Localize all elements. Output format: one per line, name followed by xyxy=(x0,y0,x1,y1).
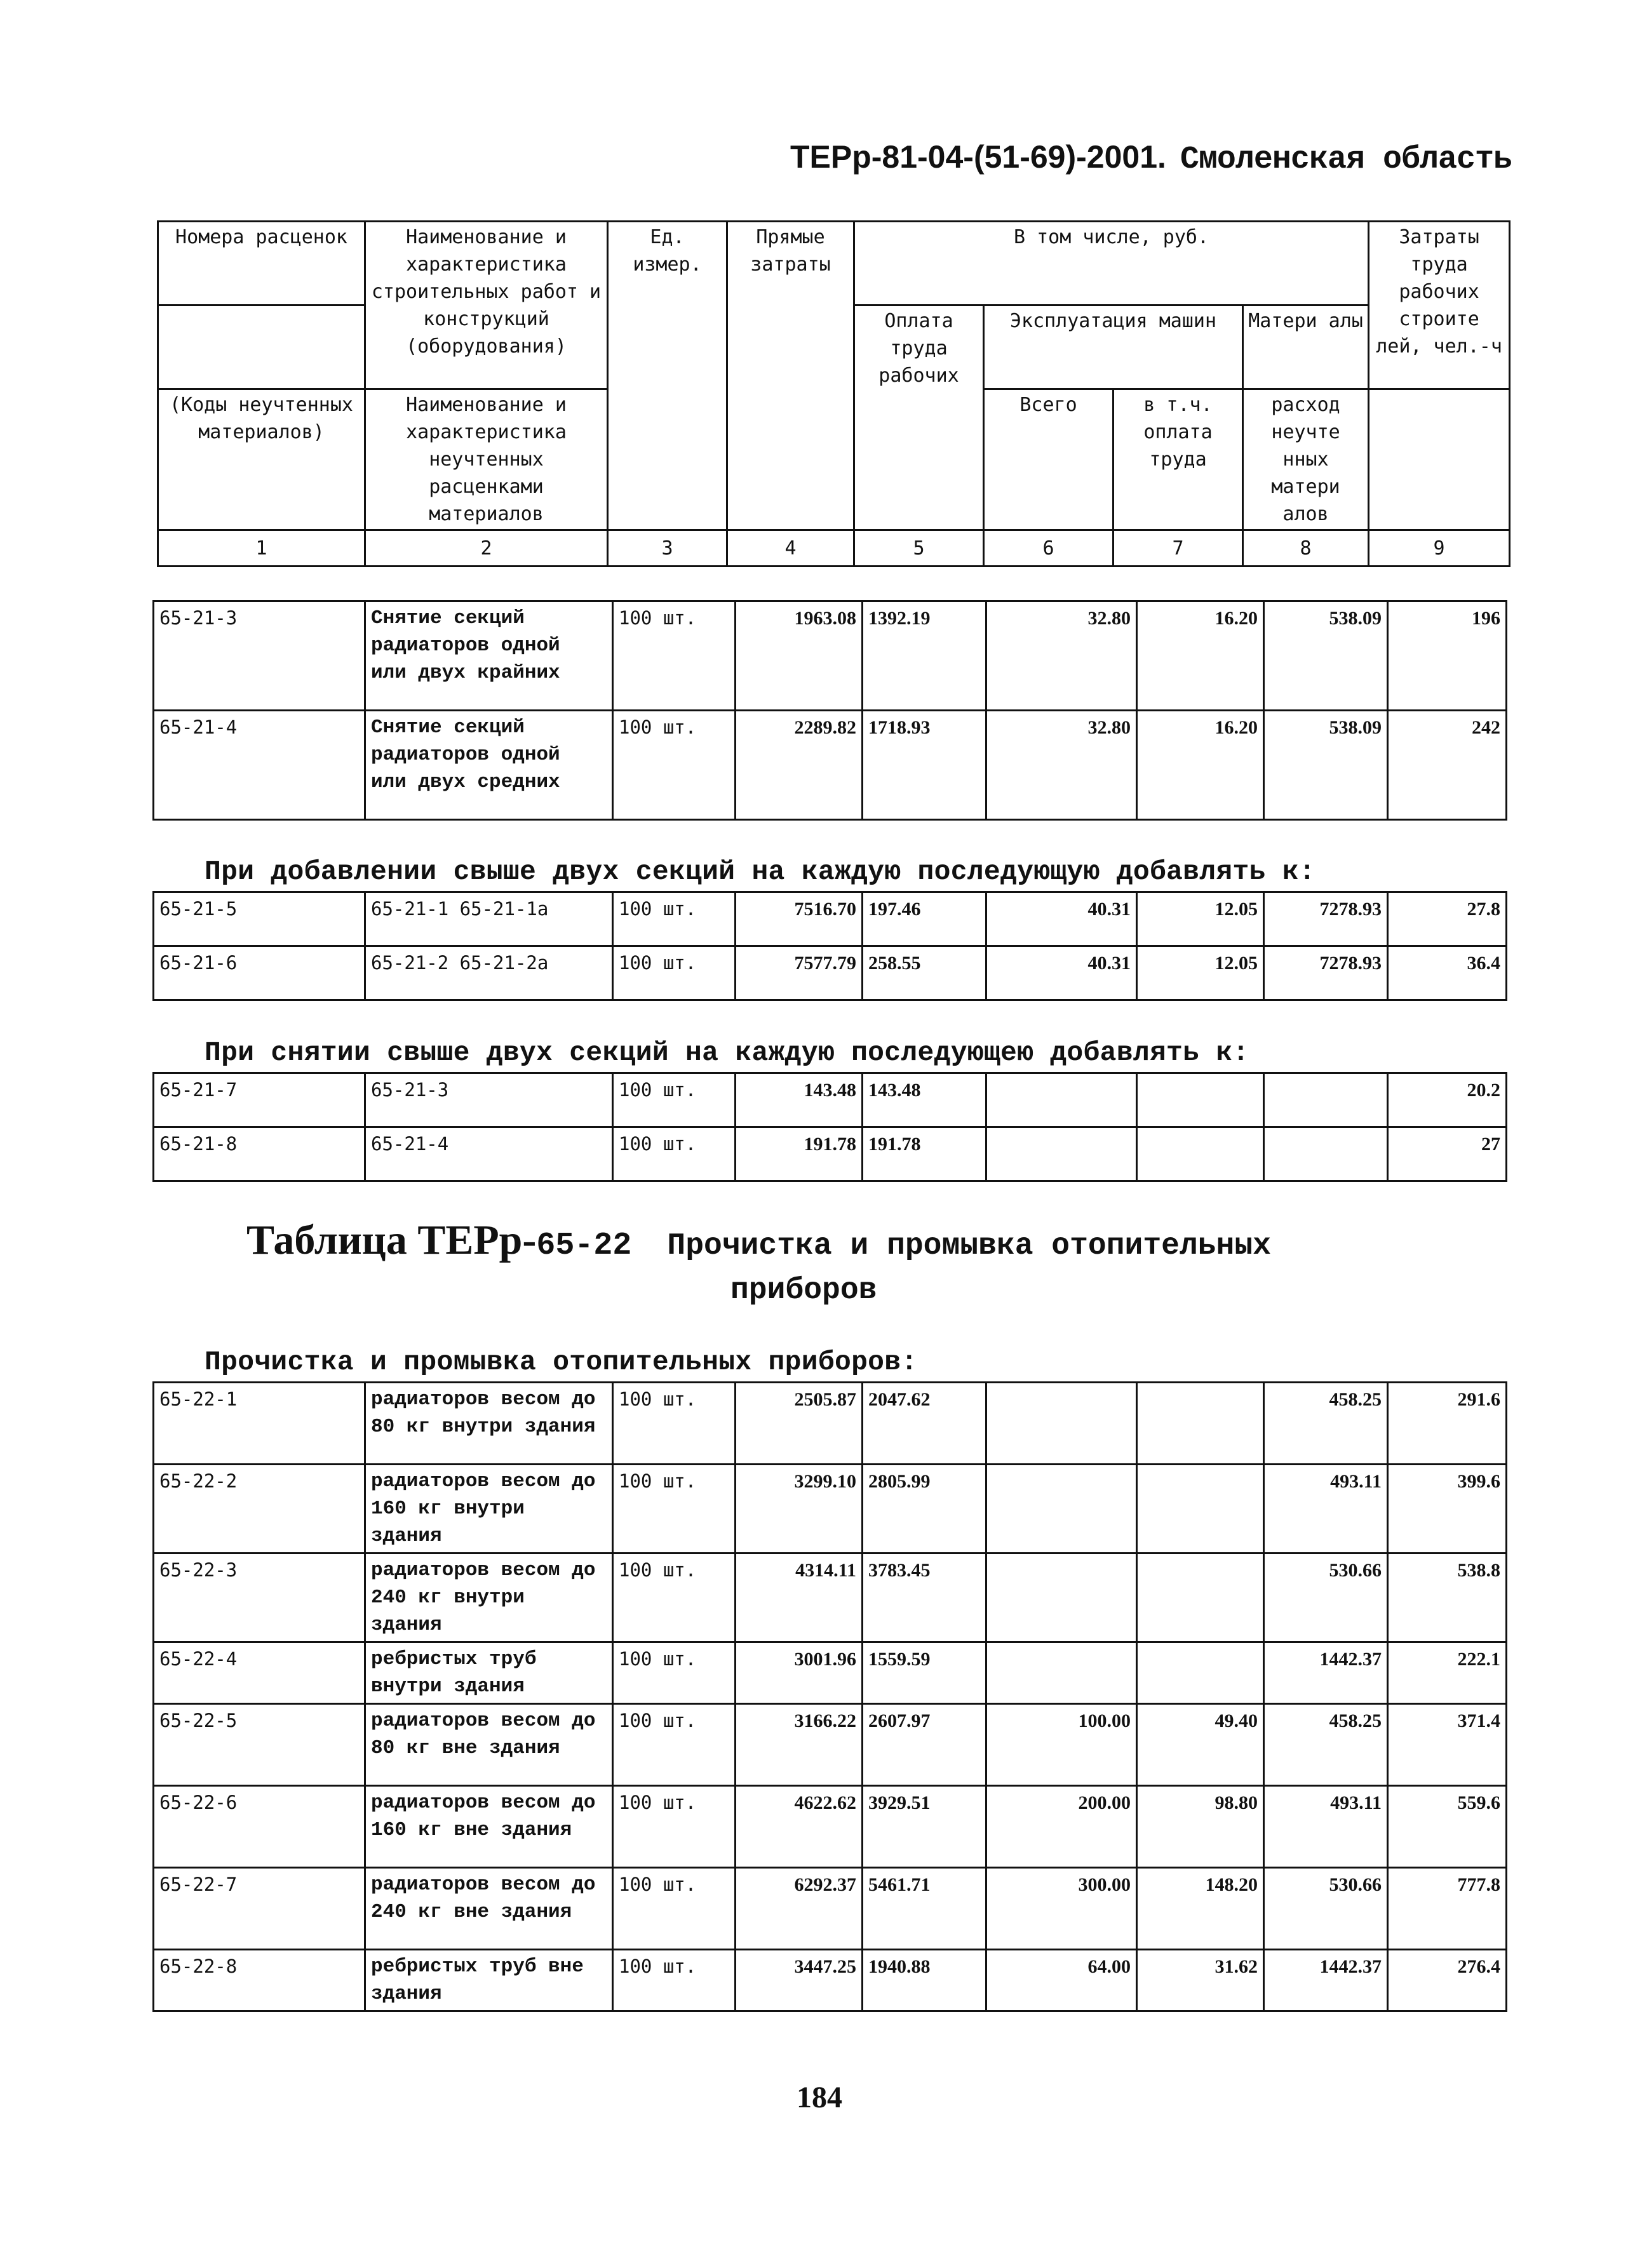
labor-hours: 291.6 xyxy=(1388,1383,1507,1465)
direct-costs: 191.78 xyxy=(736,1127,863,1181)
labor-pay: 3783.45 xyxy=(863,1553,986,1642)
col-header-codes: Номера расценок xyxy=(158,222,365,305)
machines-labor: 12.05 xyxy=(1137,946,1264,1000)
column-number: 1 xyxy=(158,530,365,567)
base-rate-refs: 65-21-1 65-21-1а xyxy=(365,892,613,946)
machines-total: 32.80 xyxy=(986,601,1137,711)
machines-labor: 49.40 xyxy=(1137,1704,1264,1786)
labor-hours: 777.8 xyxy=(1388,1868,1507,1950)
col-header-unaccounted-materials: расход неучте нных матери алов xyxy=(1243,389,1369,530)
rate-code: 65-22-7 xyxy=(154,1868,365,1950)
removal-rates-table xyxy=(152,600,1507,821)
table-row xyxy=(154,711,1507,820)
machines-labor xyxy=(1137,1383,1264,1465)
materials: 7278.93 xyxy=(1264,892,1388,946)
work-name: Снятие секций радиаторов одной или двух крайних xyxy=(365,601,613,711)
labor-pay: 1940.88 xyxy=(863,1950,986,2011)
table-row xyxy=(154,892,1507,946)
labor-hours: 399.6 xyxy=(1388,1465,1507,1553)
col-header-labor-pay: Оплата труда рабочих xyxy=(854,305,984,530)
unit: 100 шт. xyxy=(613,1127,736,1181)
rate-code: 65-21-5 xyxy=(154,892,365,946)
table-description: Прочистка и промывка отопительных xyxy=(667,1229,1271,1263)
rate-code: 65-21-3 xyxy=(154,601,365,711)
rate-code: 65-22-1 xyxy=(154,1383,365,1465)
unit: 100 шт. xyxy=(613,1704,736,1786)
machines-total: 100.00 xyxy=(986,1704,1137,1786)
work-name: радиаторов весом до 160 кг вне здания xyxy=(365,1786,613,1868)
unit: 100 шт. xyxy=(613,1383,736,1465)
col-header-material-codes: (Коды неучтенных материалов) xyxy=(158,389,365,530)
labor-hours: 36.4 xyxy=(1388,946,1507,1000)
machines-total xyxy=(986,1127,1137,1181)
work-name: радиаторов весом до 160 кг внутри здания xyxy=(365,1465,613,1553)
work-name: радиаторов весом до 240 кг вне здания xyxy=(365,1868,613,1950)
table-row xyxy=(154,1073,1507,1127)
table-row xyxy=(154,1786,1507,1868)
direct-costs: 3447.25 xyxy=(736,1950,863,2011)
labor-hours: 27.8 xyxy=(1388,892,1507,946)
add-sections-table xyxy=(152,891,1507,1001)
labor-hours: 196 xyxy=(1388,601,1507,711)
col-header-machines: Эксплуатация машин xyxy=(984,305,1243,389)
rate-code: 65-22-5 xyxy=(154,1704,365,1786)
machines-total: 200.00 xyxy=(986,1786,1137,1868)
rate-code: 65-21-8 xyxy=(154,1127,365,1181)
rate-code: 65-22-2 xyxy=(154,1465,365,1553)
table-label: Таблица ТЕРр- xyxy=(246,1217,537,1263)
col-header-machines-total: Всего xyxy=(984,389,1114,530)
materials: 493.11 xyxy=(1264,1786,1388,1868)
machines-total xyxy=(986,1642,1137,1704)
table-row xyxy=(154,1868,1507,1950)
work-name: Снятие секций радиаторов одной или двух средних xyxy=(365,711,613,820)
work-name: ребристых труб вне здания xyxy=(365,1950,613,2011)
rate-code: 65-21-7 xyxy=(154,1073,365,1127)
machines-total: 40.31 xyxy=(986,892,1137,946)
labor-pay: 197.46 xyxy=(863,892,986,946)
column-number: 9 xyxy=(1369,530,1510,567)
col-header-material-name: Наименование и характеристика неучтенных расценками материалов xyxy=(365,389,608,530)
labor-hours: 20.2 xyxy=(1388,1073,1507,1127)
direct-costs: 6292.37 xyxy=(736,1868,863,1950)
materials: 530.66 xyxy=(1264,1553,1388,1642)
materials: 1442.37 xyxy=(1264,1950,1388,2011)
labor-pay: 1718.93 xyxy=(863,711,986,820)
direct-costs: 1963.08 xyxy=(736,601,863,711)
base-rate-refs: 65-21-3 xyxy=(365,1073,613,1127)
labor-hours: 538.8 xyxy=(1388,1553,1507,1642)
labor-hours: 222.1 xyxy=(1388,1642,1507,1704)
column-header-table xyxy=(157,220,1511,567)
direct-costs: 4314.11 xyxy=(736,1553,863,1642)
direct-costs: 143.48 xyxy=(736,1073,863,1127)
machines-total: 32.80 xyxy=(986,711,1137,820)
labor-pay: 1392.19 xyxy=(863,601,986,711)
machines-labor: 12.05 xyxy=(1137,892,1264,946)
page-number: 184 xyxy=(797,2081,842,2114)
table-row xyxy=(154,1704,1507,1786)
col-header-materials: Матери алы xyxy=(1243,305,1369,389)
machines-total xyxy=(986,1383,1137,1465)
unit: 100 шт. xyxy=(613,1642,736,1704)
labor-pay: 2607.97 xyxy=(863,1704,986,1786)
direct-costs: 4622.62 xyxy=(736,1786,863,1868)
unit: 100 шт. xyxy=(613,1553,736,1642)
unit: 100 шт. xyxy=(613,1465,736,1553)
work-name: радиаторов весом до 80 кг внутри здания xyxy=(365,1383,613,1465)
labor-pay: 5461.71 xyxy=(863,1868,986,1950)
table-title xyxy=(246,1216,1517,1265)
table-row xyxy=(154,1465,1507,1553)
rate-code: 65-22-6 xyxy=(154,1786,365,1868)
section-note-cleaning: Прочистка и промывка отопительных приборов: xyxy=(205,1346,918,1378)
labor-hours: 242 xyxy=(1388,711,1507,820)
machines-total: 40.31 xyxy=(986,946,1137,1000)
col-header-codes-spacer xyxy=(158,305,365,389)
base-rate-refs: 65-21-2 65-21-2а xyxy=(365,946,613,1000)
table-row xyxy=(154,601,1507,711)
column-number: 4 xyxy=(727,530,854,567)
unit: 100 шт. xyxy=(613,711,736,820)
materials: 493.11 xyxy=(1264,1465,1388,1553)
rate-code: 65-21-6 xyxy=(154,946,365,1000)
col-header-labor-hours: Затраты труда рабочих строите лей, чел.-ч xyxy=(1369,222,1510,389)
region-name: Смоленская область xyxy=(1180,142,1512,178)
labor-pay: 3929.51 xyxy=(863,1786,986,1868)
materials: 538.09 xyxy=(1264,601,1388,711)
rate-code: 65-22-3 xyxy=(154,1553,365,1642)
work-name: радиаторов весом до 80 кг вне здания xyxy=(365,1704,613,1786)
labor-pay: 258.55 xyxy=(863,946,986,1000)
col-header-unit: Ед. измер. xyxy=(608,222,727,530)
column-number: 7 xyxy=(1114,530,1243,567)
unit: 100 шт. xyxy=(613,1786,736,1868)
direct-costs: 2289.82 xyxy=(736,711,863,820)
col-header-direct-costs: Прямые затраты xyxy=(727,222,854,530)
labor-hours: 276.4 xyxy=(1388,1950,1507,2011)
unit: 100 шт. xyxy=(613,946,736,1000)
materials: 1442.37 xyxy=(1264,1642,1388,1704)
unit: 100 шт. xyxy=(613,1950,736,2011)
col-header-work-name: Наименование и характеристика строительных работ и конструкций (оборудования) xyxy=(365,222,608,389)
machines-labor: 148.20 xyxy=(1137,1868,1264,1950)
col-header-labor-hours-spacer xyxy=(1369,389,1510,530)
direct-costs: 3166.22 xyxy=(736,1704,863,1786)
table-row xyxy=(154,1642,1507,1704)
materials: 7278.93 xyxy=(1264,946,1388,1000)
machines-total: 64.00 xyxy=(986,1950,1137,2011)
machines-total xyxy=(986,1465,1137,1553)
machines-labor xyxy=(1137,1553,1264,1642)
work-name: ребристых труб внутри здания xyxy=(365,1642,613,1704)
document-code: ТЕРр-81-04-(51-69)-2001. xyxy=(790,139,1166,175)
work-name: радиаторов весом до 240 кг внутри здания xyxy=(365,1553,613,1642)
table-row xyxy=(154,1553,1507,1642)
labor-hours: 559.6 xyxy=(1388,1786,1507,1868)
machines-labor: 16.20 xyxy=(1137,711,1264,820)
machines-labor: 98.80 xyxy=(1137,1786,1264,1868)
rate-code: 65-21-4 xyxy=(154,711,365,820)
direct-costs: 3299.10 xyxy=(736,1465,863,1553)
section-note-add: При добавлении свыше двух секций на каждую последующую добавлять к: xyxy=(205,856,1315,887)
labor-hours: 371.4 xyxy=(1388,1704,1507,1786)
rate-code: 65-22-8 xyxy=(154,1950,365,2011)
machines-labor xyxy=(1137,1465,1264,1553)
col-header-machines-labor: в т.ч. оплата труда xyxy=(1114,389,1243,530)
machines-labor xyxy=(1137,1127,1264,1181)
machines-labor xyxy=(1137,1073,1264,1127)
labor-pay: 1559.59 xyxy=(863,1642,986,1704)
section-note-remove-more: При снятии свыше двух секций на каждую последующею добавлять к: xyxy=(205,1037,1249,1068)
labor-pay: 191.78 xyxy=(863,1127,986,1181)
labor-pay: 2805.99 xyxy=(863,1465,986,1553)
table-row xyxy=(154,946,1507,1000)
column-number: 2 xyxy=(365,530,608,567)
column-number: 5 xyxy=(854,530,984,567)
machines-total xyxy=(986,1073,1137,1127)
labor-pay: 143.48 xyxy=(863,1073,986,1127)
machines-labor xyxy=(1137,1642,1264,1704)
materials xyxy=(1264,1073,1388,1127)
machines-total: 300.00 xyxy=(986,1868,1137,1950)
table-row xyxy=(154,1127,1507,1181)
table-row xyxy=(154,1950,1507,2011)
direct-costs: 3001.96 xyxy=(736,1642,863,1704)
col-header-including: В том числе, руб. xyxy=(854,222,1369,305)
table-row xyxy=(154,1383,1507,1465)
table-description-continued: приборов xyxy=(730,1273,877,1308)
unit: 100 шт. xyxy=(613,1073,736,1127)
unit: 100 шт. xyxy=(613,1868,736,1950)
materials: 538.09 xyxy=(1264,711,1388,820)
machines-total xyxy=(986,1553,1137,1642)
unit: 100 шт. xyxy=(613,601,736,711)
direct-costs: 7577.79 xyxy=(736,946,863,1000)
running-header xyxy=(686,138,1512,178)
materials: 458.25 xyxy=(1264,1383,1388,1465)
materials: 458.25 xyxy=(1264,1704,1388,1786)
column-number: 8 xyxy=(1243,530,1369,567)
machines-labor: 31.62 xyxy=(1137,1950,1264,2011)
labor-hours: 27 xyxy=(1388,1127,1507,1181)
column-number: 6 xyxy=(984,530,1114,567)
direct-costs: 7516.70 xyxy=(736,892,863,946)
direct-costs: 2505.87 xyxy=(736,1383,863,1465)
unit: 100 шт. xyxy=(613,892,736,946)
base-rate-refs: 65-21-4 xyxy=(365,1127,613,1181)
materials xyxy=(1264,1127,1388,1181)
table-number: 65-22 xyxy=(536,1228,632,1264)
remove-more-sections-table xyxy=(152,1072,1507,1182)
column-number: 3 xyxy=(608,530,727,567)
materials: 530.66 xyxy=(1264,1868,1388,1950)
machines-labor: 16.20 xyxy=(1137,601,1264,711)
labor-pay: 2047.62 xyxy=(863,1383,986,1465)
rate-code: 65-22-4 xyxy=(154,1642,365,1704)
cleaning-rates-table xyxy=(152,1381,1507,2012)
